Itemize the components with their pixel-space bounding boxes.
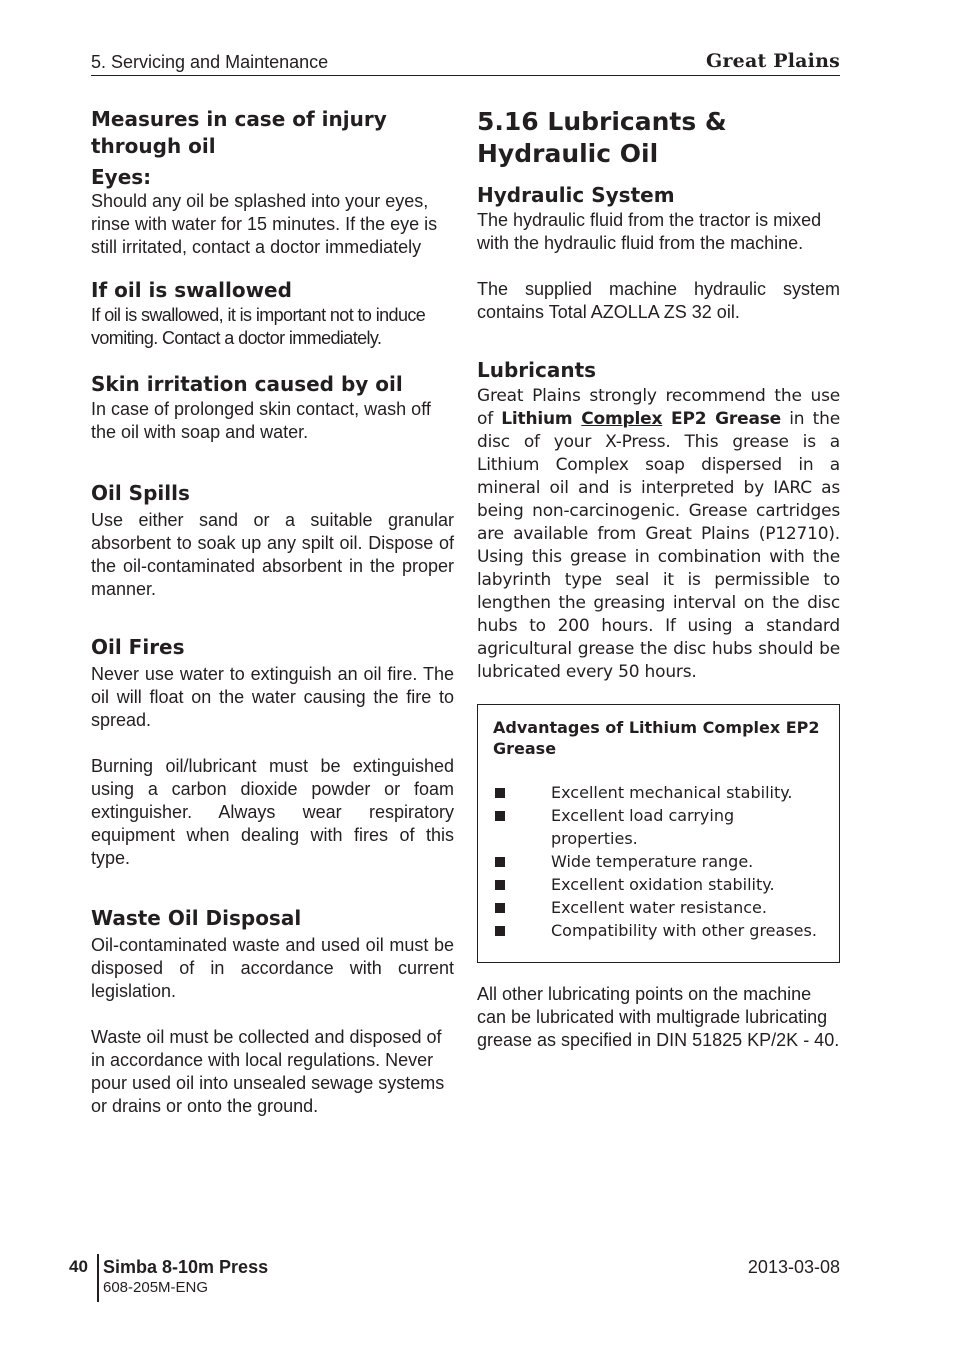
square-bullet-icon — [495, 788, 505, 798]
square-bullet-icon — [495, 857, 505, 867]
waste-text-1: Oil-contaminated waste and used oil must be disposed of in accordance with current legislation. — [91, 935, 454, 1001]
lubricants-text-body: in the disc of your X-Press. This grease is a Lithium Complex soap dispersed in a mineral oil and is interpreted by IARC as being non-carcinogenic. Grease cartridges are available from Great Plains (P12710). Using this grease in combination with the labyrinth type seal it is permissible to lengthen the greasing interval on the disc hubs to 200 hours. If using a standard agricultural grease the disc hubs should be lubricated every 50 hours. — [477, 409, 840, 682]
grease-name-ep2: EP2 Grease — [662, 409, 781, 429]
fires-text-1: Never use water to extinguish an oil fire. The oil will float on the water causing the fire to spread. — [91, 664, 454, 730]
spills-text: Use either sand or a suitable granular absorbent to soak up any spilt oil. Dispose of the oil-contaminated absorbent in the proper manner. — [91, 510, 454, 599]
square-bullet-icon — [495, 903, 505, 913]
waste-text-2: Waste oil must be collected and disposed of in accordance with local regulations. Never pour used oil into unsealed sewage systems or drains or onto the ground. — [91, 1027, 445, 1116]
brand-logo: Great Plains — [706, 50, 840, 72]
skin-text: In case of prolonged skin contact, wash off the oil with soap and water. — [91, 399, 431, 442]
footer-divider — [97, 1254, 99, 1302]
right-column — [477, 106, 840, 1052]
swallowed-heading: If oil is swallowed — [91, 278, 292, 302]
advantages-list — [493, 781, 824, 942]
fires-heading: Oil Fires — [91, 635, 185, 659]
document-title: Simba 8-10m Press — [103, 1257, 269, 1277]
fires-text-2: Burning oil/lubricant must be extinguished using a carbon dioxide powder or foam extinguisher. Always wear respiratory equipment when dealing with fires of this type. — [91, 756, 454, 868]
closing-text: All other lubricating points on the machine can be lubricated with multigrade lubricating grease as specified in DIN 51825 KP/2K - 40. — [477, 984, 840, 1050]
waste-heading: Waste Oil Disposal — [91, 906, 302, 930]
list-item: Wide temperature range. — [493, 850, 824, 873]
section-label: 5. Servicing and Maintenance — [91, 52, 329, 72]
list-item: Excellent load carrying properties. — [493, 804, 824, 850]
hydraulic-text-1: The hydraulic fluid from the tractor is mixed with the hydraulic fluid from the machine. — [477, 210, 822, 253]
square-bullet-icon — [495, 926, 505, 936]
page-header — [91, 50, 840, 76]
skin-heading: Skin irritation caused by oil — [91, 372, 403, 396]
grease-name-complex: Complex — [581, 409, 663, 429]
eyes-text: Should any oil be splashed into your eyes, rinse with water for 15 minutes. If the eye is still irritated, contact a doctor immediately — [91, 191, 438, 257]
list-item: Excellent mechanical stability. — [493, 781, 824, 804]
hydraulic-text-2: The supplied machine hydraulic system contains Total AZOLLA ZS 32 oil. — [477, 279, 840, 322]
square-bullet-icon — [495, 880, 505, 890]
swallowed-text: If oil is swallowed, it is important not to induce vomiting. Contact a doctor immediately. — [91, 305, 426, 348]
square-bullet-icon — [495, 811, 505, 821]
hydraulic-heading: Hydraulic System — [477, 183, 675, 207]
list-item: Excellent oxidation stability. — [493, 873, 824, 896]
document-date: 2013-03-08 — [747, 1257, 840, 1277]
document-code: 608-205M-ENG — [103, 1279, 209, 1296]
lubricants-text — [477, 385, 840, 684]
eyes-heading: Eyes: — [91, 165, 152, 189]
page-number: 40 — [69, 1257, 88, 1276]
injury-heading: Measures in case of injury through oil — [91, 107, 387, 158]
list-item: Compatibility with other greases. — [493, 919, 824, 942]
grease-advantages-box — [477, 704, 840, 963]
lubricants-text-intro: Great Plains strongly recommend the use of — [477, 386, 840, 429]
list-item: Excellent water resistance. — [493, 896, 824, 919]
lubricants-heading: Lubricants — [477, 358, 597, 382]
spills-heading: Oil Spills — [91, 481, 190, 505]
left-column — [91, 106, 454, 1118]
grease-name-lithium: Lithium — [501, 409, 582, 429]
section-title: 5.16 Lubricants & Hydraulic Oil — [477, 107, 727, 168]
box-title: Advantages of Lithium Complex EP2 Grease — [493, 718, 820, 758]
